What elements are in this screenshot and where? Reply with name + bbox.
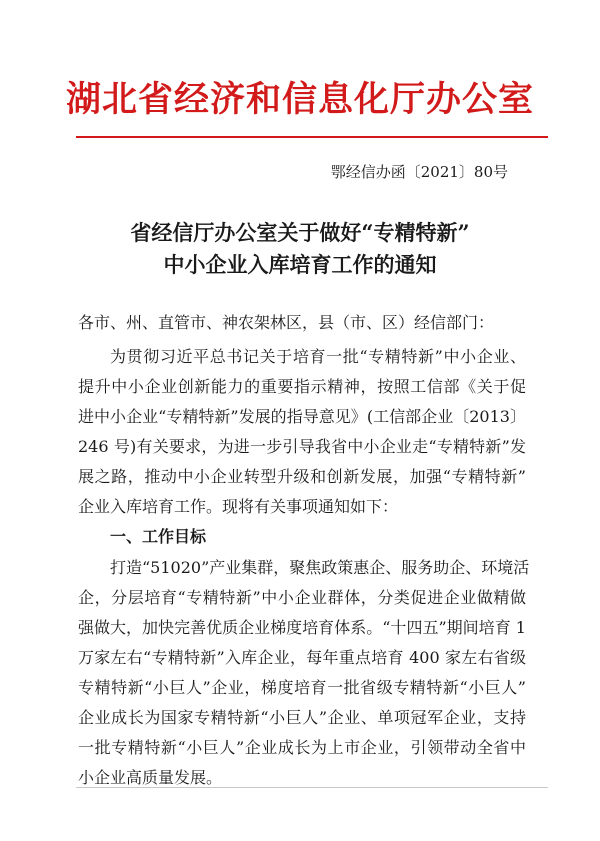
letterhead-title: 湖北省经济和信息化厅办公室: [65, 80, 534, 120]
paragraph-line: 企业成长为国家专精特新“小巨人”企业、单项冠军企业，支持: [78, 708, 526, 727]
section-heading: 一、工作目标: [110, 527, 207, 546]
paragraph-line: 提升中小企业创新能力的重要指示精神，按照工信部《关于促: [78, 377, 526, 396]
paragraph-line: 进中小企业“专精特新”发展的指导意见》(工信部企业〔2013〕: [78, 407, 526, 426]
document-number: 鄂经信办函〔2021〕80号: [330, 163, 508, 181]
paragraph-line: 专精特新“小巨人”企业，梯度培育一批省级专精特新“小巨人”: [78, 678, 526, 697]
paragraph-line: 强做大，加快完善优质企业梯度培育体系。“十四五”期间培育 1: [78, 618, 526, 637]
paragraph-line: 万家左右“专精特新”入库企业，每年重点培育 400 家左右省级: [78, 648, 526, 667]
document-title-line: 省经信厅办公室关于做好“专精特新”: [130, 220, 470, 245]
letterhead-red-rule: [76, 136, 548, 138]
paragraph-line: 小企业高质量发展。: [78, 768, 223, 787]
paragraph-line: 一批专精特新“小巨人”企业成长为上市企业，引领带动全省中: [78, 738, 526, 757]
paragraph-line: 企，分层培育“专精特新”中小企业群体，分类促进企业做精做: [78, 588, 526, 607]
paragraph-line: 打造“51020”产业集群，聚焦政策惠企、服务助企、环境活: [110, 558, 530, 577]
document-title-line: 中小企业入库培育工作的通知: [163, 252, 437, 277]
salutation: 各市、州、直管市、神农架林区，县（市、区）经信部门：: [78, 313, 495, 332]
page-divider: [76, 787, 548, 788]
paragraph-line: 246 号)有关要求，为进一步引导我省中小企业走“专精特新”发: [78, 437, 526, 456]
paragraph-line: 为贯彻习近平总书记关于培育一批“专精特新”中小企业、: [110, 347, 526, 366]
paragraph-line: 展之路，推动中小企业转型升级和创新发展，加强“专精特新”: [78, 467, 526, 486]
paragraph-line: 企业入库培育工作。现将有关事项通知如下：: [78, 497, 399, 516]
